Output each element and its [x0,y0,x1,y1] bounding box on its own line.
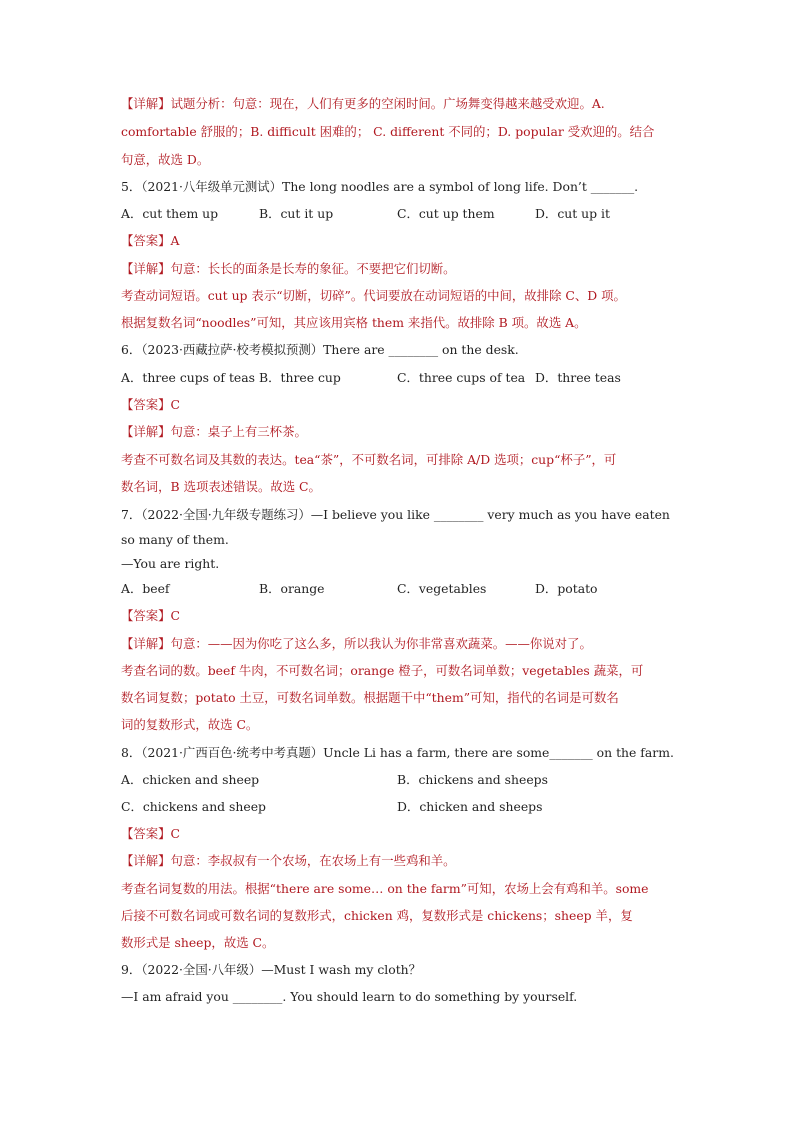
text-span: 【详解】句意：——因为你吃了这么多，所以我认为你非常喜欢蔬菜。——你说对了。 [121,636,592,651]
text-span: 考查不可数名词及其数的表达。tea“茶”，不可数名词，可排除 A/D 选项；cup“杯子”，可 [121,452,617,467]
text-line [121,232,681,250]
answer-option: B．orange [259,581,325,596]
text-span: 【详解】 [121,96,171,111]
text-span: —You are right. [121,556,220,571]
text-span: 考查动词短语。cut up 表示“切断，切碎”。代词要放在动词短语的中间，故排除 C、D 项。 [121,288,626,303]
text-span: 词的复数形式，故选 C。 [121,717,259,732]
text-line [121,478,681,496]
text-line [121,961,681,979]
text-line [121,716,681,734]
text-line [121,95,681,113]
answer-option: B．cut it up [259,206,334,221]
text-span: 后接不可数名词或可数名词的复数形式，chicken 鸡，复数形式是 chickens；sheep 羊，复 [121,908,633,923]
answer-option: C．cut up them [397,206,495,221]
text-line [121,607,681,625]
answer-option: D．potato [535,581,598,596]
text-span: 数名词复数；potato 土豆，可数名词单数。根据题干中“them”可知，指代的名词是可数名 [121,690,619,705]
text-span: 【答案】C [121,608,181,623]
text-span: 【详解】句意：长长的面条是长寿的象征。不要把它们切断。 [121,261,456,276]
text-span: comfortable 舒服的；B. difficult 困难的； C. different 不同的；D. popular 受欢迎的。结合 [121,124,655,139]
answer-option: D．three teas [535,370,621,385]
text-span: so many of them. [121,532,229,547]
text-span: 5．（2021·八年级单元测试）The long noodles are a symbol of long life. Don’t _______. [121,179,639,194]
answer-option: C．three cups of tea [397,370,526,385]
text-span: 【答案】C [121,397,181,412]
text-line [121,662,681,680]
text-span: 【详解】句意：桌子上有三杯茶。 [121,424,307,439]
text-span: 7．（2022·全国·九年级专题练习）—I believe you like ________ very much as you have eaten [121,507,670,522]
text-line [121,314,681,332]
text-line [121,531,681,549]
answer-option: A．cut them up [121,206,219,221]
text-span: 数形式是 sheep，故选 C。 [121,935,275,950]
answer-option: D．cut up it [535,206,610,221]
text-span: 考查名词复数的用法。根据“there are some… on the farm”可知，农场上会有鸡和羊。some [121,881,649,896]
answer-option: C．chickens and sheep [121,799,266,814]
answer-option: D．chicken and sheeps [397,799,543,814]
answer-option: A．three cups of teas [121,370,256,385]
answer-option: A．chicken and sheep [121,772,260,787]
text-line [121,123,681,141]
text-line [121,988,681,1006]
text-span: 考查名词的数。beef 牛肉，不可数名词；orange 橙子，可数名词单数；vegetables 蔬菜，可 [121,663,644,678]
text-line [121,451,681,469]
text-span: 根据复数名词“noodles”可知，其应该用宾格 them 来指代。故排除 B 项。故选 A。 [121,315,587,330]
text-line [121,506,681,524]
text-line [121,907,681,925]
text-line [121,151,681,169]
answer-option: C．vegetables [397,581,487,596]
answer-option: B．three cup [259,370,341,385]
text-line [121,260,681,278]
text-line [121,341,681,359]
text-line [121,555,681,573]
text-line [121,744,681,762]
text-line [121,396,681,414]
text-span: 数名词，B 选项表述错误。故选 C。 [121,479,321,494]
text-span: —I am afraid you ________. You should learn to do something by yourself. [121,989,578,1004]
text-line [121,287,681,305]
text-line [121,825,681,843]
text-span: 6．（2023·西藏拉萨·校考模拟预测）There are ________ on the desk. [121,342,519,357]
text-line [121,423,681,441]
text-span: 【答案】A [121,233,180,248]
text-line [121,689,681,707]
text-span: 9．（2022·全国·八年级）—Must I wash my cloth？ [121,962,422,977]
answer-option: B．chickens and sheeps [397,772,548,787]
text-span: 句意，故选 D。 [121,152,210,167]
text-span: 8．（2021·广西百色·统考中考真题）Uncle Li has a farm, there are some_______ on the farm. [121,745,674,760]
text-line [121,635,681,653]
answer-option: A．beef [121,581,170,596]
text-span: 【详解】句意：李叔叔有一个农场，在农场上有一些鸡和羊。 [121,853,456,868]
text-line [121,880,681,898]
text-line [121,852,681,870]
text-span: 【答案】C [121,826,181,841]
text-span: 试题分析：句意：现在，人们有更多的空闲时间。广场舞变得越来越受欢迎。A. [170,96,605,111]
text-line [121,934,681,952]
text-line [121,178,681,196]
